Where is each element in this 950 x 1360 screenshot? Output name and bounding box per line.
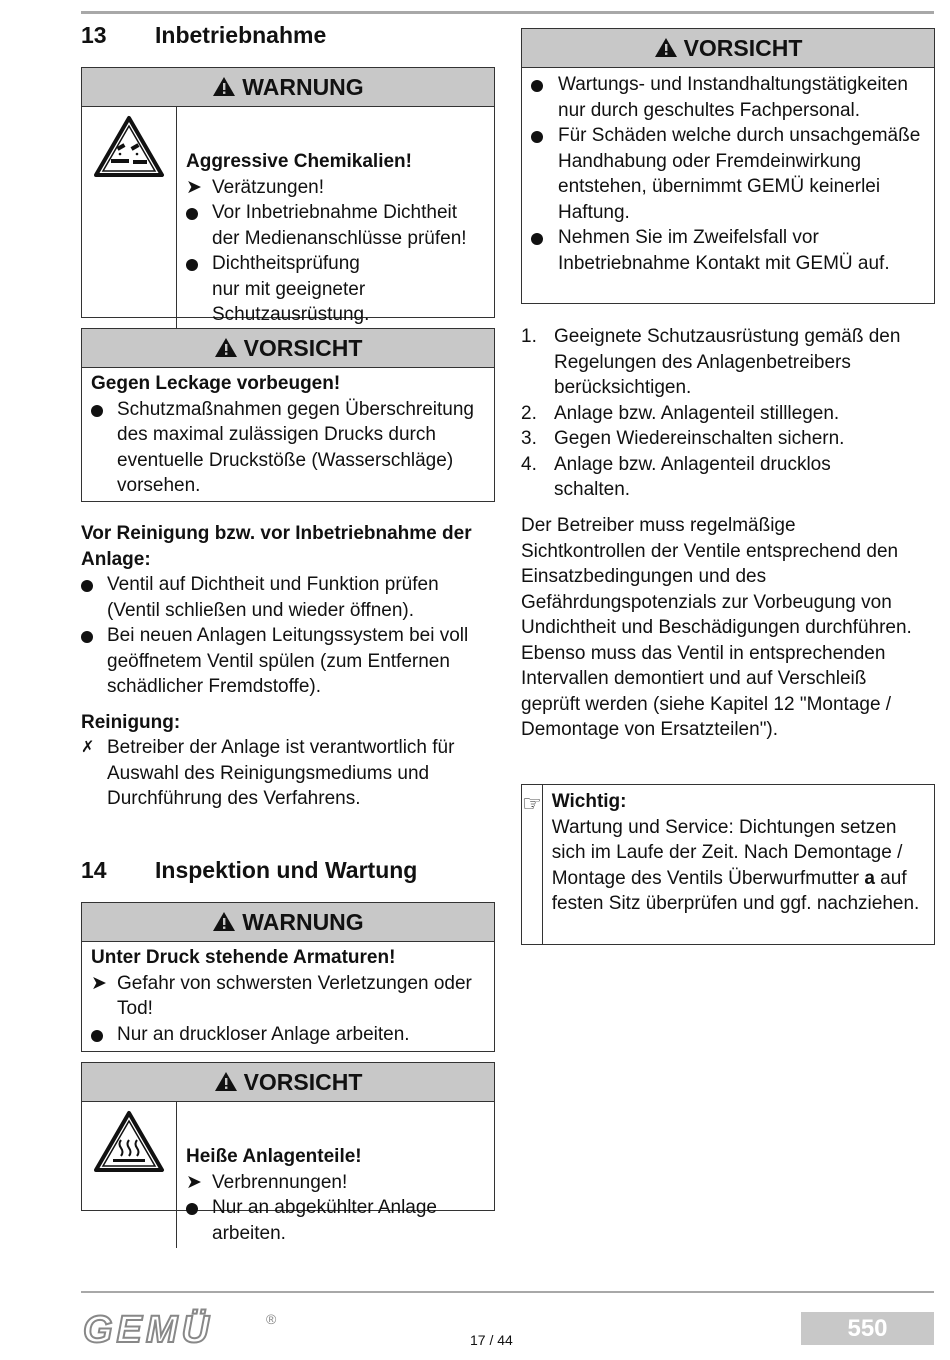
note-text: Wartung und Service: Dichtungen setzen sich im Laufe der Zeit. Nach Demontage / Montage des Ventils Überwurfmutter a auf festen Sitz überprüfen und ggf. nachziehen. bbox=[551, 816, 920, 914]
top-rule bbox=[81, 11, 934, 14]
caution-box-maintenance bbox=[521, 28, 935, 304]
cleaning-heading: Vor Reinigung bzw. vor Inbetriebnahme der Anlage: bbox=[81, 523, 472, 570]
bullet-item: Dichtheitsprüfung nur mit geeigneter Schutzausrüstung. bbox=[186, 251, 488, 328]
warning-box-chemicals bbox=[81, 67, 495, 325]
bullet-item: Nur an druckloser Anlage arbeiten. bbox=[91, 1022, 486, 1048]
warning-triangle-icon bbox=[214, 337, 238, 358]
important-note-box bbox=[521, 784, 935, 945]
warning-title: Unter Druck stehende Armaturen! bbox=[91, 947, 396, 968]
bullet-dot-icon bbox=[81, 580, 93, 592]
bullet-dot-icon bbox=[186, 259, 198, 271]
bullet-dot-icon bbox=[531, 80, 543, 92]
arrow-bullet-icon: ➤ bbox=[186, 176, 202, 198]
cleaning-section bbox=[81, 521, 495, 812]
svg-text:GEMÜ: GEMÜ bbox=[83, 1309, 213, 1348]
hot-surface-icon-cell bbox=[82, 1102, 177, 1248]
consequence-item: ➤ Verbrennungen! bbox=[186, 1170, 488, 1196]
warning-title: Aggressive Chemikalien! bbox=[186, 151, 412, 172]
bullet-item: Für Schäden welche durch unsachgemäße Handhabung oder Fremdeinwirkung entstehen, übernimmt GEMÜ keinerlei Haftung. bbox=[531, 123, 930, 225]
warning-triangle-icon bbox=[214, 1071, 238, 1092]
bullet-dot-icon bbox=[81, 631, 93, 643]
cleaning-heading-2: Reinigung: bbox=[81, 711, 181, 733]
bullet-dot-icon bbox=[531, 233, 543, 245]
gemu-logo bbox=[81, 1308, 281, 1353]
bullet-item: Nehmen Sie im Zweifelsfall vor Inbetriebnahme Kontakt mit GEMÜ auf. bbox=[531, 225, 930, 276]
warning-box-pressure bbox=[81, 902, 495, 1052]
product-number-badge: 550 bbox=[801, 1312, 934, 1345]
svg-text:®: ® bbox=[266, 1311, 277, 1327]
section-14-heading: 14 Inspektion und Wartung bbox=[81, 857, 418, 883]
section-13-heading: 13 Inbetriebnahme bbox=[81, 22, 327, 48]
arrow-bullet-icon: ➤ bbox=[91, 972, 107, 994]
hot-surface-icon bbox=[93, 1110, 165, 1174]
caution-header: VORSICHT bbox=[522, 29, 934, 68]
gemu-logo-icon bbox=[81, 1308, 281, 1348]
cross-mark-icon: ✗ bbox=[81, 739, 95, 756]
pointing-hand-icon: ☞ bbox=[522, 785, 543, 944]
step-item: 3. Gegen Wiedereinschalten sichern. bbox=[521, 428, 845, 449]
bullet-item: Nur an abgekühlter Anlage arbeiten. bbox=[186, 1195, 488, 1246]
footer-rule bbox=[81, 1291, 934, 1293]
bullet-dot-icon bbox=[186, 208, 198, 220]
bullet-item: Wartungs- und Instandhaltungstätigkeiten nur durch geschultes Fachpersonal. bbox=[531, 72, 930, 123]
corrosive-hazard-icon bbox=[93, 115, 165, 179]
caution-header: VORSICHT bbox=[82, 1063, 494, 1102]
consequence-item: ➤ Verätzungen! bbox=[186, 175, 488, 201]
arrow-bullet-icon: ➤ bbox=[186, 1171, 202, 1193]
step-item: 2. Anlage bzw. Anlagenteil stilllegen. bbox=[521, 402, 840, 424]
note-title: Wichtig: bbox=[551, 791, 627, 812]
caution-header: VORSICHT bbox=[82, 329, 494, 368]
caution-box-leakage bbox=[81, 328, 495, 502]
bullet-item: Ventil auf Dichtheit und Funktion prüfen (Ventil schließen und wieder öffnen). bbox=[81, 572, 495, 623]
bullet-dot-icon bbox=[531, 131, 543, 143]
bullet-item: Vor Inbetriebnahme Dichtheit der Medienanschlüsse prüfen! bbox=[186, 200, 488, 251]
bullet-dot-icon bbox=[91, 405, 103, 417]
cross-item: ✗ Betreiber der Anlage ist verantwortlich für Auswahl des Reinigungsmediums und Durchführung des Verfahrens. bbox=[81, 737, 455, 809]
bullet-dot-icon bbox=[91, 1030, 103, 1042]
warning-header: WARNUNG bbox=[82, 68, 494, 107]
caution-title: Gegen Leckage vorbeugen! bbox=[91, 373, 341, 394]
page-number: 17 / 44 bbox=[470, 1332, 513, 1348]
bullet-item: Schutzmaßnahmen gegen Überschreitung des maximal zulässigen Drucks durch eventuelle Druckstöße (Wasserschläge) vorsehen. bbox=[91, 397, 486, 499]
step-item: 4. Anlage bzw. Anlagenteil drucklos schalten. bbox=[521, 453, 831, 500]
consequence-item: ➤ Gefahr von schwersten Verletzungen oder Tod! bbox=[91, 972, 472, 1019]
bullet-dot-icon bbox=[186, 1203, 198, 1215]
bullet-item: Bei neuen Anlagen Leitungssystem bei voll geöffnetem Ventil spülen (zum Entfernen schädlicher Fremdstoffe). bbox=[81, 623, 495, 700]
warning-header: WARNUNG bbox=[82, 903, 494, 942]
warning-triangle-icon bbox=[212, 76, 236, 97]
warning-triangle-icon bbox=[212, 911, 236, 932]
step-item: 1. Geeignete Schutzausrüstung gemäß den Regelungen des Anlagenbetreibers berücksichtigen. bbox=[521, 326, 901, 398]
caution-title: Heiße Anlagenteile! bbox=[186, 1146, 362, 1167]
warning-triangle-icon bbox=[654, 37, 678, 58]
corrosive-icon-cell bbox=[82, 107, 177, 330]
caution-box-hot-parts bbox=[81, 1062, 495, 1244]
operator-paragraph: Der Betreiber muss regelmäßige Sichtkontrollen der Ventile entsprechend den Einsatzbedingungen und des Gefährdungspotenzials zur Vorbeugung von Undichtheit und Beschädigungen durchführen. Ebenso muss das Ventil in entsprechenden Intervallen demontiert und auf Verschleiß geprüft werden (siehe Kapitel 12 "Montage / Demontage von Ersatzteilen"). bbox=[521, 515, 912, 740]
steps-list bbox=[521, 324, 935, 503]
